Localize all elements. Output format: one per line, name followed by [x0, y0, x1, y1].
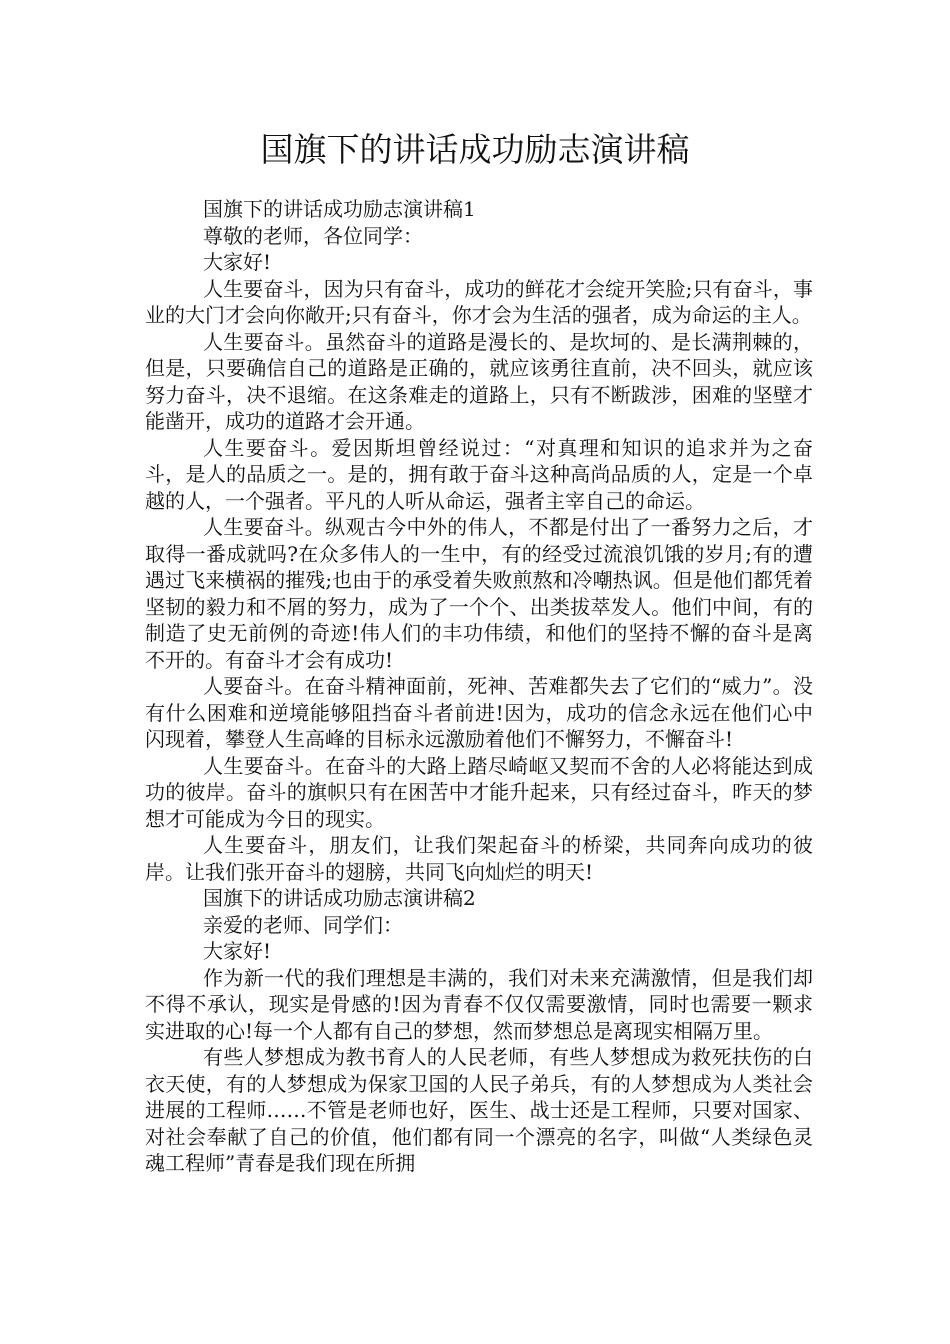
paragraph: 作为新一代的我们理想是丰满的，我们对未来充满激情，但是我们却不得不承认，现实是骨感的!因为青春不仅仅需要激情，同时也需要一颗求实进取的心!每一个人都有自己的梦想，然而梦想总是离现实相隔万里。 — [145, 965, 813, 1043]
paragraph: 人生要奋斗。爱因斯坦曾经说过：“对真理和知识的追求并为之奋斗，是人的品质之一。是的，拥有敢于奋斗这种高尚品质的人，定是一个卓越的人，一个强者。平凡的人听从命运，强者主宰自己的命运。 — [145, 435, 813, 513]
document-title: 国旗下的讲话成功励志演讲稿 — [260, 130, 690, 169]
paragraph: 人生要奋斗，因为只有奋斗，成功的鲜花才会绽开笑脸;只有奋斗，事业的大门才会向你敞开;只有奋斗，你才会为生活的强者，成为命运的主人。 — [145, 276, 813, 327]
paragraph: 人生要奋斗。虽然奋斗的道路是漫长的、是坎坷的、是长满荆棘的，但是，只要确信自己的道路是正确的，就应该勇往直前，决不回头，就应该努力奋斗，决不退缩。在这条难走的道路上，只有不断跋涉，困难的坚壁才能凿开，成功的道路才会开通。 — [145, 329, 813, 433]
greeting: 大家好! — [203, 250, 272, 274]
paragraph: 人要奋斗。在奋斗精神面前，死神、苦难都失去了它们的“威力”。没有什么困难和逆境能够阻挡奋斗者前进!因为，成功的信念永远在他们心中闪现着，攀登人生高峰的目标永远激励着他们不懈努力，不懈奋斗! — [145, 674, 813, 751]
section-heading-2: 国旗下的讲话成功励志演讲稿2 — [203, 886, 476, 910]
salutation: 亲爱的老师、同学们： — [203, 912, 403, 937]
paragraph: 人生要奋斗。纵观古今中外的伟人，不都是付出了一番努力之后，才取得一番成就吗?在众多伟人的一生中，有的经受过流浪饥饿的岁月;有的遭遇过飞来横祸的摧残;也由于的承受着失败煎熬和冷嘲热讽。但是他们都凭着坚韧的毅力和不屑的努力，成为了一个个、出类拔萃发人。他们中间，有的制造了史无前例的奇迹!伟人们的丰功伟绩，和他们的坚持不懈的奋斗是离不开的。有奋斗才会有成功! — [145, 515, 813, 672]
section-heading-1: 国旗下的讲话成功励志演讲稿1 — [203, 197, 476, 221]
paragraph: 有些人梦想成为教书育人的人民老师，有些人梦想成为救死扶伤的白衣天使，有的人梦想成为保家卫国的人民子弟兵，有的人梦想成为人类社会进展的工程师……不管是老师也好，医生、战士还是工程师，只要对国家、对社会奉献了自己的价值，他们都有同一个漂亮的名字，叫做“人类绿色灵魂工程师”青春是我们现在所拥 — [145, 1045, 813, 1175]
document-body — [145, 196, 813, 1177]
salutation: 尊敬的老师，各位同学： — [203, 223, 423, 248]
greeting: 大家好! — [203, 939, 272, 963]
paragraph: 人生要奋斗。在奋斗的大路上踏尽崎岖又契而不舍的人必将能达到成功的彼岸。奋斗的旗帜只有在困苦中才能升起来，只有经过奋斗，昨天的梦想才可能成为今日的现实。 — [145, 753, 813, 831]
paragraph: 人生要奋斗，朋友们，让我们架起奋斗的桥梁，共同奔向成功的彼岸。让我们张开奋斗的翅膀，共同飞向灿烂的明天! — [145, 833, 813, 884]
